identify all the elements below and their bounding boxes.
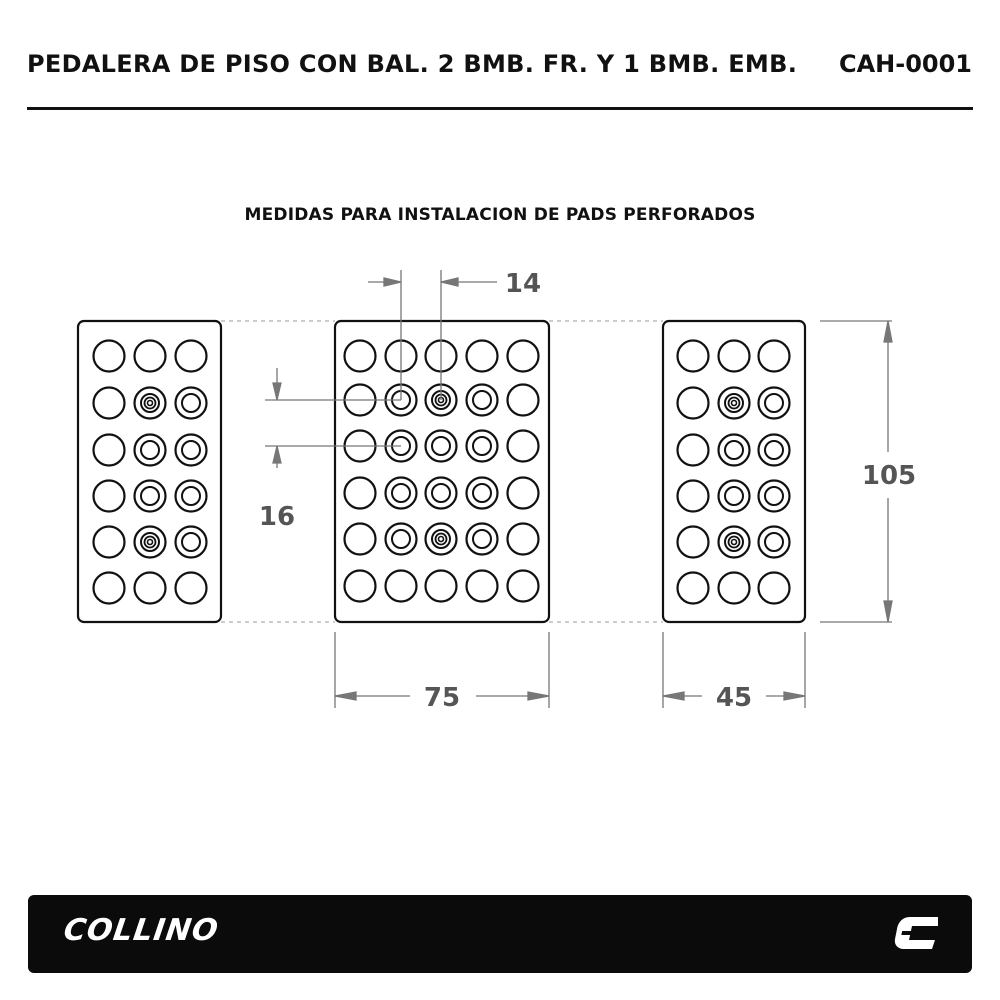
collino-c-logo-icon <box>894 913 944 953</box>
dimension-label-105: 105 <box>861 461 917 491</box>
dimension-label-75: 75 <box>423 683 461 713</box>
arrow-head <box>528 692 549 700</box>
arrow-head <box>663 692 684 700</box>
diagram-subtitle: MEDIDAS PARA INSTALACION DE PADS PERFORADOS <box>244 205 756 225</box>
arrow-head <box>884 321 892 342</box>
arrow-head <box>384 278 401 286</box>
page-title: PEDALERA DE PISO CON BAL. 2 BMB. FR. Y 1 BMB. EMB. <box>27 50 798 78</box>
product-code: CAH-0001 <box>838 50 972 78</box>
dimension-label-45: 45 <box>715 683 753 713</box>
arrow-head <box>884 601 892 622</box>
brand-wordmark: COLLINO <box>61 913 221 948</box>
arrow-head <box>273 383 281 400</box>
brand-footer <box>28 895 972 973</box>
arrow-head <box>784 692 805 700</box>
dimension-label-16: 16 <box>258 502 296 532</box>
arrow-head <box>441 278 458 286</box>
dimension-label-14: 14 <box>504 269 542 299</box>
arrow-head <box>335 692 356 700</box>
arrow-head <box>273 446 281 463</box>
center-pad-outline <box>335 321 549 622</box>
